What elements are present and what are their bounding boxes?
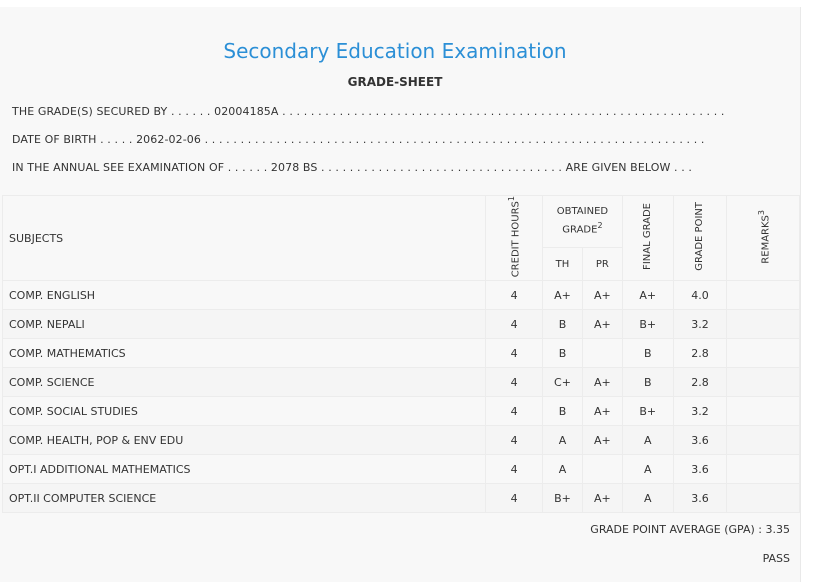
final-grade: B — [622, 368, 673, 397]
credit-hours-header: CREDIT HOURS$^1$ — [486, 196, 543, 281]
practical-grade: A+ — [582, 397, 622, 426]
remarks — [727, 426, 800, 455]
symbol-number-line: THE GRADE(S) SECURED BY . . . . . . 02004185A . . . . . . . . . . . . . . . . . . . . . . . . . . . . . . . . . . . . . . . . . . . . . . . . . . . . . . . . . . . . . . — [12, 105, 725, 118]
gpa-summary: GRADE POINT AVERAGE (GPA) : 3.35 — [590, 523, 790, 536]
grade-point: 3.6 — [673, 455, 727, 484]
grade-point: 4.0 — [673, 281, 727, 310]
grade-point: 2.8 — [673, 368, 727, 397]
table-row — [3, 368, 800, 397]
credit-hours: 4 — [486, 484, 543, 513]
practical-grade: A+ — [582, 484, 622, 513]
final-grade-header: FINAL GRADE — [622, 196, 673, 281]
credit-hours: 4 — [486, 368, 543, 397]
theory-grade: A — [543, 426, 583, 455]
remarks — [727, 310, 800, 339]
subject-name: COMP. NEPALI — [3, 310, 486, 339]
practical-grade: A+ — [582, 426, 622, 455]
credit-hours: 4 — [486, 426, 543, 455]
subject-name: COMP. SCIENCE — [3, 368, 486, 397]
subject-name: OPT.II COMPUTER SCIENCE — [3, 484, 486, 513]
credit-hours: 4 — [486, 397, 543, 426]
practical-grade: A+ — [582, 281, 622, 310]
practical-grade — [582, 339, 622, 368]
grade-point: 3.6 — [673, 484, 727, 513]
table-row — [3, 397, 800, 426]
grade-point: 3.2 — [673, 310, 727, 339]
grade-point: 3.6 — [673, 426, 727, 455]
theory-grade: C+ — [543, 368, 583, 397]
table-row — [3, 455, 800, 484]
remarks-header: REMARKS$^3$ — [727, 196, 800, 281]
grade-sheet — [0, 7, 801, 582]
subject-name: COMP. MATHEMATICS — [3, 339, 486, 368]
final-grade: B+ — [622, 310, 673, 339]
subject-name: OPT.I ADDITIONAL MATHEMATICS — [3, 455, 486, 484]
subject-name: COMP. HEALTH, POP & ENV EDU — [3, 426, 486, 455]
remarks — [727, 281, 800, 310]
theory-grade: B — [543, 339, 583, 368]
practical-header: PR — [582, 247, 622, 280]
subject-name: COMP. SOCIAL STUDIES — [3, 397, 486, 426]
grade-point: 3.2 — [673, 397, 727, 426]
theory-grade: B — [543, 397, 583, 426]
exam-title: Secondary Education Examination — [223, 39, 567, 63]
grade-point-header: GRADE POINT — [673, 196, 727, 281]
practical-grade: A+ — [582, 368, 622, 397]
obtained-grade-header: OBTAINED GRADE$^2$ — [543, 196, 623, 248]
remarks — [727, 397, 800, 426]
credit-hours: 4 — [486, 310, 543, 339]
final-grade: A — [622, 426, 673, 455]
practical-grade — [582, 455, 622, 484]
table-row — [3, 339, 800, 368]
subjects-header: SUBJECTS — [3, 196, 486, 281]
theory-grade: A — [543, 455, 583, 484]
grade-point: 2.8 — [673, 339, 727, 368]
grade-sheet-heading: GRADE-SHEET — [347, 75, 443, 89]
theory-grade: B — [543, 310, 583, 339]
final-grade: B — [622, 339, 673, 368]
final-grade: A — [622, 455, 673, 484]
subject-name: COMP. ENGLISH — [3, 281, 486, 310]
final-grade: B+ — [622, 397, 673, 426]
table-row — [3, 426, 800, 455]
date-of-birth-line: DATE OF BIRTH . . . . . 2062-02-06 . . . . . . . . . . . . . . . . . . . . . . . . . . . . . . . . . . . . . . . . . . . . . . . . . . . . . . . . . . . . . . . . . . . . . . — [12, 133, 705, 146]
remarks — [727, 484, 800, 513]
credit-hours: 4 — [486, 339, 543, 368]
remarks — [727, 368, 800, 397]
final-grade: A+ — [622, 281, 673, 310]
theory-header: TH — [543, 247, 583, 280]
remarks — [727, 339, 800, 368]
table-row — [3, 281, 800, 310]
credit-hours: 4 — [486, 281, 543, 310]
final-grade: A — [622, 484, 673, 513]
exam-year-line: IN THE ANNUAL SEE EXAMINATION OF . . . . . . 2078 BS . . . . . . . . . . . . . . . . . . . . . . . . . . . . . . . . . . ARE GIVEN BELOW . . . — [12, 161, 693, 174]
theory-grade: B+ — [543, 484, 583, 513]
result-status: PASS — [762, 552, 790, 565]
table-row — [3, 484, 800, 513]
theory-grade: A+ — [543, 281, 583, 310]
remarks — [727, 455, 800, 484]
grades-table — [2, 195, 800, 513]
credit-hours: 4 — [486, 455, 543, 484]
table-row — [3, 310, 800, 339]
practical-grade: A+ — [582, 310, 622, 339]
